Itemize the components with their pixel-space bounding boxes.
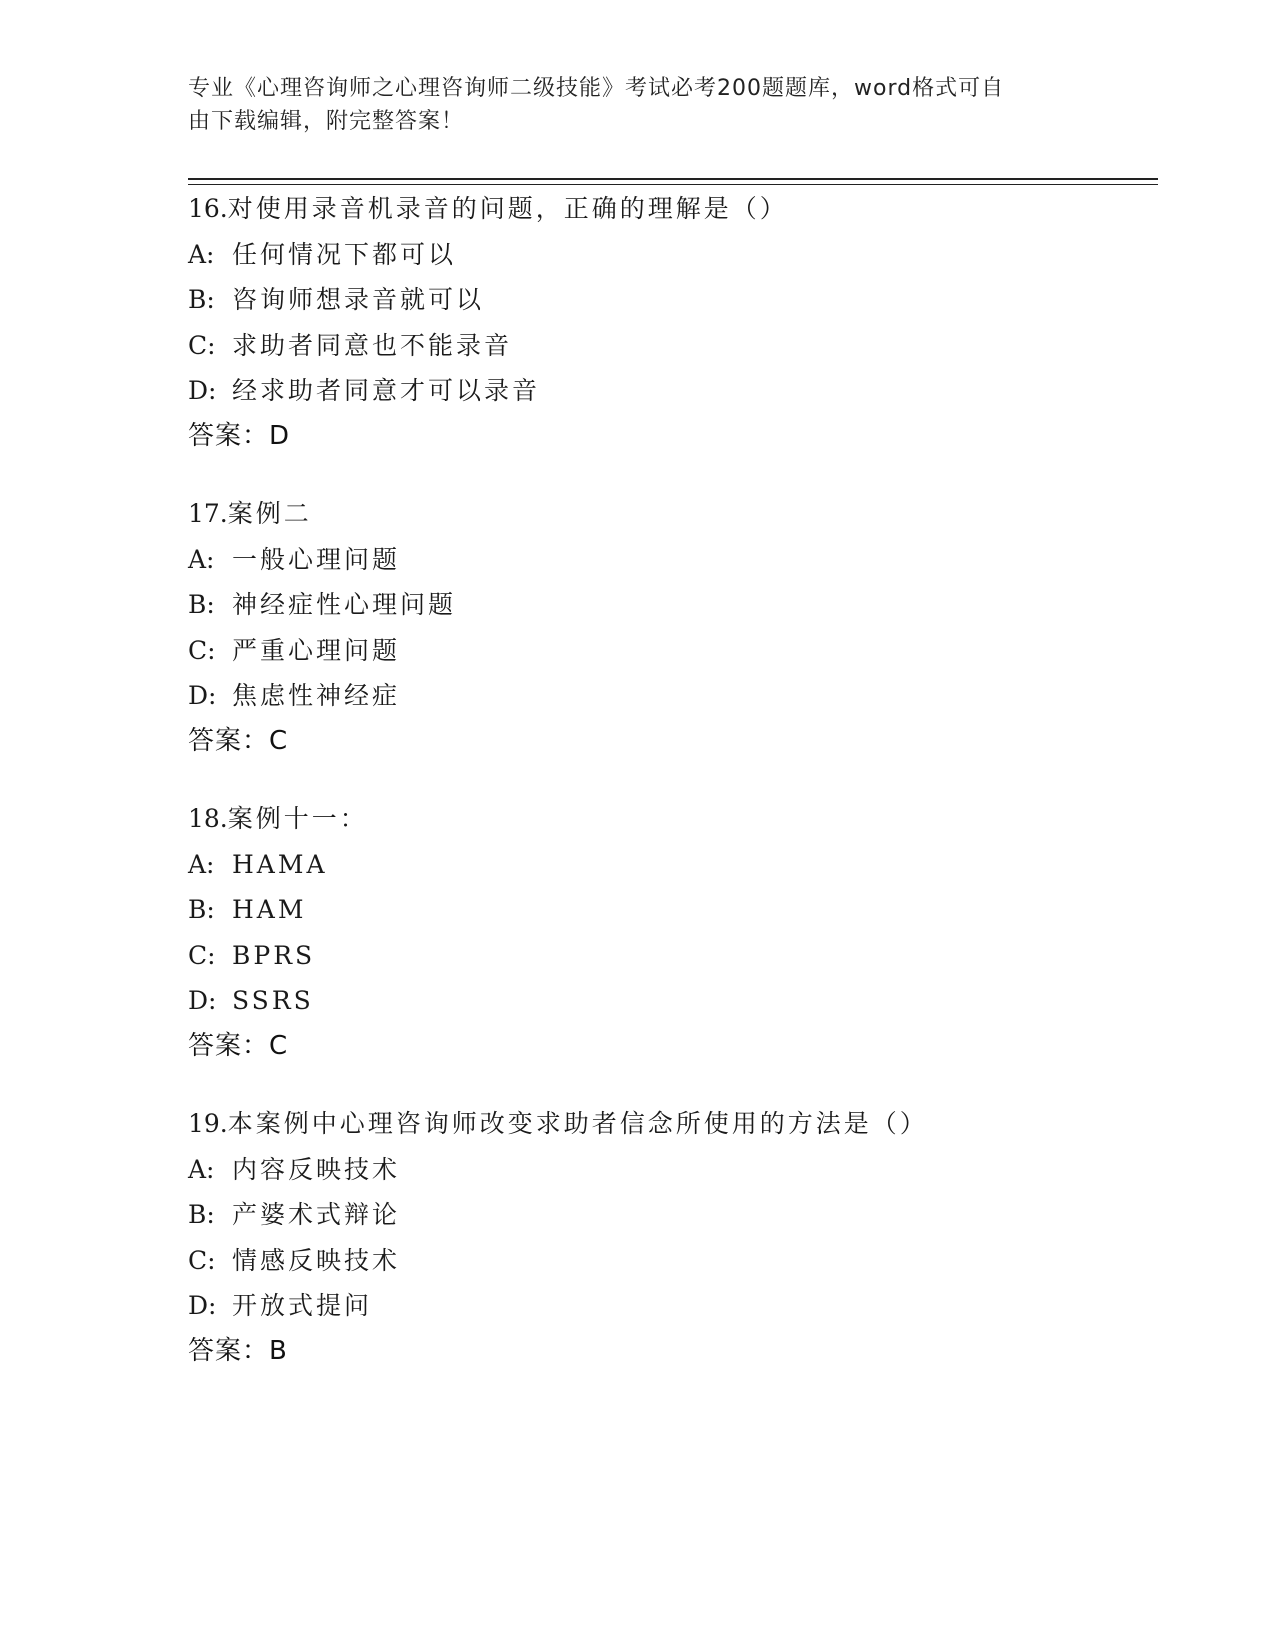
- option-letter: A:: [188, 239, 215, 269]
- option-text: HAM: [232, 895, 307, 924]
- document-intro: [188, 72, 1088, 138]
- option-letter: A:: [188, 544, 215, 574]
- question-number: 16.: [188, 194, 228, 223]
- option-b: [188, 582, 1188, 628]
- option-text: 一般心理问题: [232, 544, 401, 574]
- option-c: [188, 323, 1188, 369]
- option-letter: B:: [188, 895, 215, 924]
- answer-value: B: [269, 1335, 288, 1366]
- option-b: [188, 277, 1188, 323]
- option-text: 产婆术式辩论: [232, 1200, 401, 1229]
- option-letter: D:: [188, 376, 217, 405]
- option-text: 内容反映技术: [232, 1154, 401, 1184]
- question-stem: [188, 186, 1188, 232]
- option-d: [188, 368, 1188, 414]
- question-text: 对使用录音机录音的问题，正确的理解是（）: [227, 194, 788, 223]
- header-divider-thick: [188, 178, 1158, 180]
- option-letter: B:: [188, 590, 215, 619]
- option-b: [188, 1192, 1188, 1238]
- answer-line: [188, 719, 1188, 765]
- intro-line-1: 专业《心理咨询师之心理咨询师二级技能》考试必考200题题库，word格式可自: [188, 76, 1005, 101]
- option-a: [188, 232, 1188, 278]
- option-text: 经求助者同意才可以录音: [232, 376, 541, 405]
- option-a: [188, 842, 1188, 888]
- option-d: [188, 673, 1188, 719]
- answer-value: C: [269, 725, 289, 756]
- option-letter: B:: [188, 1200, 215, 1229]
- intro-line-2: 由下载编辑，附完整答案！: [188, 109, 465, 134]
- question-number: 19.: [188, 1109, 228, 1138]
- option-letter: B:: [188, 285, 215, 314]
- option-letter: D:: [188, 986, 217, 1015]
- option-letter: C:: [188, 330, 216, 360]
- option-letter: D:: [188, 1291, 217, 1320]
- option-text: SSRS: [232, 986, 314, 1015]
- option-text: 焦虑性神经症: [232, 681, 401, 710]
- option-text: 情感反映技术: [232, 1245, 401, 1275]
- question-block: [188, 1101, 1188, 1374]
- question-number: 18.: [188, 804, 228, 833]
- option-text: 求助者同意也不能录音: [232, 330, 513, 360]
- option-letter: C:: [188, 1245, 216, 1275]
- option-d: [188, 978, 1188, 1024]
- option-a: [188, 537, 1188, 583]
- option-d: [188, 1283, 1188, 1329]
- option-c: [188, 933, 1188, 979]
- question-number: 17.: [188, 499, 228, 528]
- answer-label: 答案：: [188, 725, 270, 756]
- option-b: [188, 887, 1188, 933]
- option-text: BPRS: [232, 940, 316, 970]
- answer-line: [188, 1024, 1188, 1070]
- option-text: 神经症性心理问题: [232, 590, 457, 619]
- option-c: [188, 628, 1188, 674]
- answer-value: C: [269, 1030, 289, 1061]
- answer-label: 答案：: [188, 1030, 270, 1061]
- question-stem: [188, 1101, 1188, 1147]
- question-stem: [188, 491, 1188, 537]
- option-letter: D:: [188, 681, 217, 710]
- question-text: 案例十一：: [227, 804, 368, 833]
- option-letter: C:: [188, 635, 216, 665]
- option-text: 严重心理问题: [232, 635, 401, 665]
- question-block: [188, 796, 1188, 1069]
- option-text: 咨询师想录音就可以: [232, 285, 485, 314]
- question-block: [188, 186, 1188, 459]
- answer-label: 答案：: [188, 1335, 270, 1366]
- option-text: 开放式提问: [232, 1291, 373, 1320]
- question-text: 本案例中心理咨询师改变求助者信念所使用的方法是（）: [227, 1109, 928, 1138]
- option-letter: C:: [188, 940, 216, 970]
- option-letter: A:: [188, 849, 215, 879]
- option-text: 任何情况下都可以: [232, 239, 457, 269]
- option-c: [188, 1238, 1188, 1284]
- header-divider-thin: [188, 184, 1158, 185]
- answer-line: [188, 414, 1188, 460]
- question-block: [188, 491, 1188, 764]
- option-a: [188, 1147, 1188, 1193]
- answer-value: D: [269, 420, 291, 451]
- question-text: 案例二: [227, 499, 312, 528]
- answer-line: [188, 1329, 1188, 1375]
- option-text: HAMA: [232, 849, 328, 879]
- answer-label: 答案：: [188, 420, 270, 451]
- question-stem: [188, 796, 1188, 842]
- option-letter: A:: [188, 1154, 215, 1184]
